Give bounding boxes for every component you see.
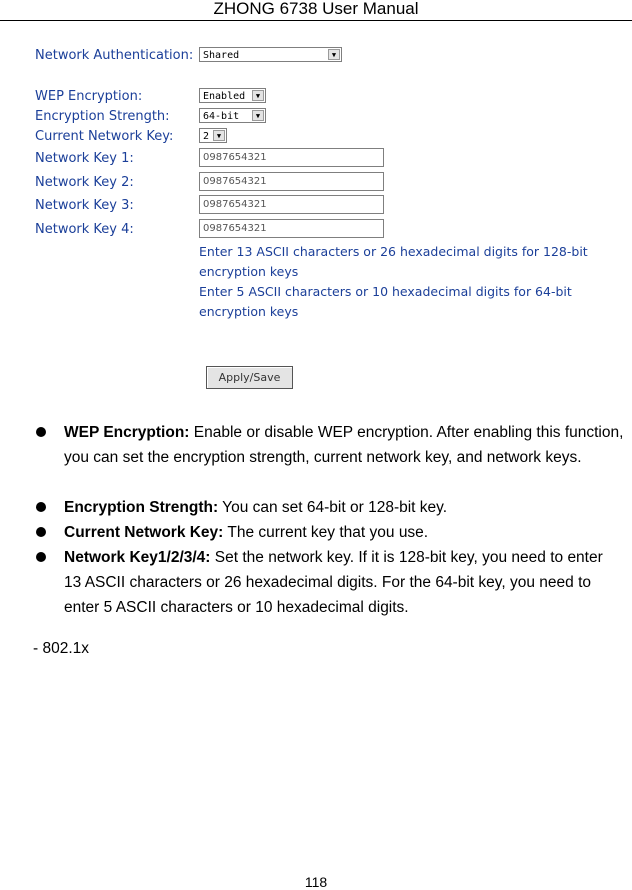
bullet-term: Network Key1/2/3/4: (64, 549, 211, 566)
key1-label: Network Key 1: (35, 151, 134, 166)
network-auth-label: Network Authentication: (35, 48, 194, 63)
encryption-strength-label: Encryption Strength: (35, 109, 170, 124)
encryption-strength-value: 64-bit (203, 111, 240, 122)
wep-encryption-label: WEP Encryption: (35, 89, 143, 104)
encryption-strength-select[interactable] (199, 108, 266, 123)
network-auth-select[interactable] (199, 47, 342, 62)
page-header: ZHONG 6738 User Manual (0, 0, 632, 21)
key3-input[interactable]: 0987654321 (199, 195, 384, 214)
chevron-down-icon: ▼ (252, 90, 264, 101)
chevron-down-icon: ▼ (252, 110, 264, 121)
bullet-text: The current key that you use. (223, 524, 429, 541)
bullet-text: You can set 64-bit or 128-bit key. (218, 499, 448, 516)
wep-encryption-value: Enabled (203, 91, 246, 102)
hint-64-line2: encryption keys (199, 304, 299, 319)
bullet-term: Current Network Key: (64, 524, 224, 541)
network-auth-value: Shared (203, 50, 240, 61)
current-key-value: 2 (203, 131, 210, 142)
chevron-down-icon: ▼ (328, 49, 340, 60)
key1-input[interactable]: 0987654321 (199, 148, 384, 167)
bullet-text: Set the network key. If it is 128-bit key, you need to enter 13 ASCII characters or 26 hexadecimal digits. For the 64-bit key, you need to enter 5 ASCII characters or 10 hexadecimal digits. (64, 549, 603, 616)
bullet-term: WEP Encryption: (64, 424, 190, 441)
bullet-icon (36, 427, 46, 437)
key3-label: Network Key 3: (35, 198, 134, 213)
key4-input[interactable]: 0987654321 (199, 219, 384, 238)
chevron-down-icon: ▼ (213, 130, 225, 141)
bullet-list (0, 420, 632, 620)
list-item (0, 520, 632, 545)
subsection-heading: - 802.1x (33, 640, 90, 657)
current-key-label: Current Network Key: (35, 129, 174, 144)
list-item (0, 420, 632, 495)
list-item (0, 545, 632, 620)
apply-save-button[interactable]: Apply/Save (206, 366, 293, 389)
bullet-term: Encryption Strength: (64, 499, 219, 516)
wireless-security-screenshot (0, 0, 632, 400)
key2-input[interactable]: 0987654321 (199, 172, 384, 191)
hint-64-line1: Enter 5 ASCII characters or 10 hexadecimal digits for 64-bit (199, 284, 572, 299)
wep-encryption-select[interactable] (199, 88, 266, 103)
bullet-text: Enable or disable WEP encryption. After enabling this function, you can set the encryption strength, current network key, and network keys. (64, 424, 624, 466)
bullet-icon (36, 552, 46, 562)
current-key-select[interactable] (199, 128, 227, 143)
key2-label: Network Key 2: (35, 175, 134, 190)
list-item (0, 495, 632, 520)
hint-128-line1: Enter 13 ASCII characters or 26 hexadecimal digits for 128-bit (199, 244, 588, 259)
hint-128-line2: encryption keys (199, 264, 299, 279)
key4-label: Network Key 4: (35, 222, 134, 237)
bullet-icon (36, 527, 46, 537)
bullet-icon (36, 502, 46, 512)
page-number: 118 (304, 874, 328, 890)
